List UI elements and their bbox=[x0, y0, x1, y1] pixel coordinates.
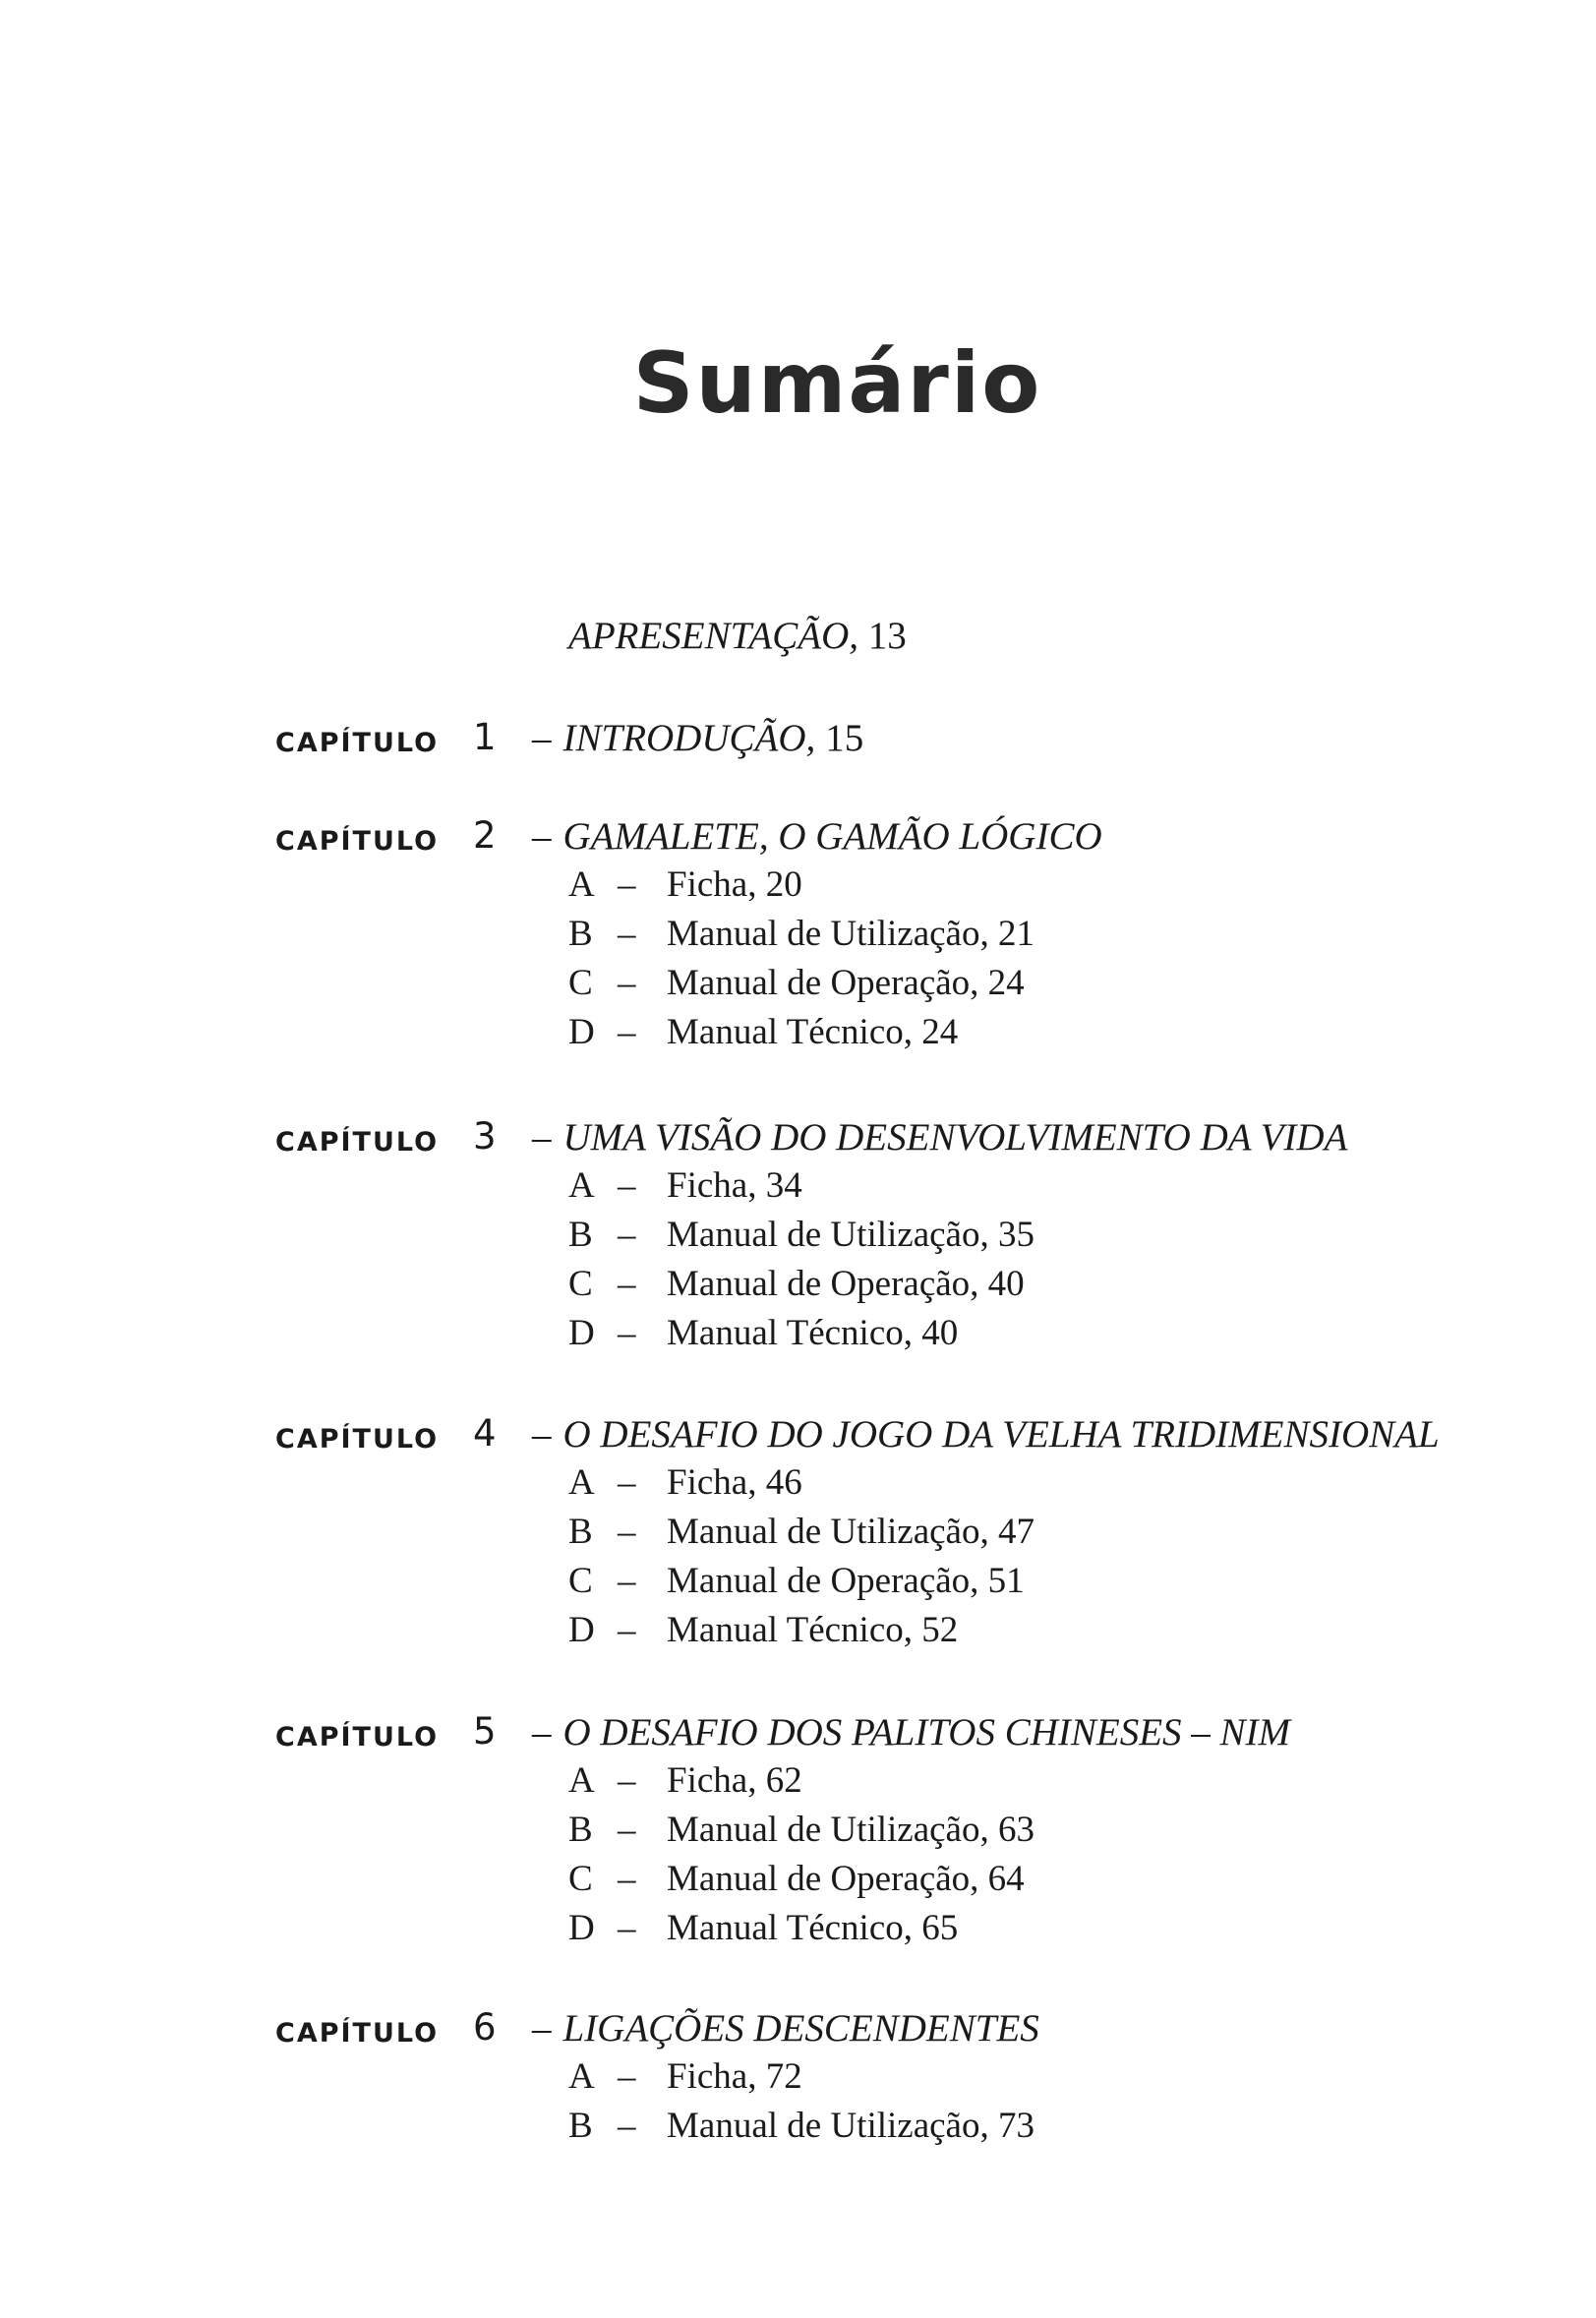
chapter-dash: – bbox=[532, 1116, 552, 1159]
subitem-dash: – bbox=[618, 1012, 636, 1052]
toc-subitem[interactable] bbox=[0, 1461, 1596, 1511]
subitem-dash: – bbox=[618, 1908, 636, 1948]
subitem-letter: B bbox=[568, 1215, 593, 1255]
toc-subitem[interactable] bbox=[0, 1164, 1596, 1214]
chapter-word: CAPÍTULO bbox=[275, 2018, 440, 2049]
presentation-label: APRESENTAÇÃO, bbox=[568, 615, 858, 657]
chapter-dash: – bbox=[532, 1413, 552, 1456]
chapter-number: 5 bbox=[473, 1710, 497, 1753]
subitem-text: Manual de Utilização, 21 bbox=[667, 914, 1034, 954]
subitem-letter: C bbox=[568, 1264, 593, 1304]
toc-subitem[interactable] bbox=[0, 1560, 1596, 1609]
subitem-text: Ficha, 62 bbox=[667, 1760, 802, 1801]
subitem-letter: B bbox=[568, 1512, 593, 1552]
subitem-letter: D bbox=[568, 1313, 595, 1353]
chapter-title bbox=[532, 814, 1102, 859]
chapter-title-text: O DESAFIO DO JOGO DA VELHA TRIDIMENSIONAL bbox=[562, 1413, 1440, 1456]
toc-presentation[interactable] bbox=[568, 614, 907, 658]
subitem-dash: – bbox=[618, 2056, 636, 2097]
chapter-number: 2 bbox=[473, 814, 497, 857]
chapter-number: 1 bbox=[473, 716, 497, 758]
subitem-text: Manual de Operação, 64 bbox=[667, 1859, 1025, 1899]
toc-subitem[interactable] bbox=[0, 1907, 1596, 1956]
subitem-text: Manual Técnico, 24 bbox=[667, 1012, 959, 1052]
chapter-dash: – bbox=[532, 717, 552, 759]
subitem-text: Manual de Operação, 40 bbox=[667, 1264, 1025, 1304]
subitem-text: Manual de Utilização, 35 bbox=[667, 1215, 1034, 1255]
toc-subitem[interactable] bbox=[0, 1858, 1596, 1907]
subitem-text: Manual de Utilização, 47 bbox=[667, 1512, 1034, 1552]
subitem-letter: A bbox=[568, 864, 595, 905]
subitem-text: Ficha, 72 bbox=[667, 2056, 802, 2097]
subitem-letter: A bbox=[568, 2056, 595, 2097]
chapter-heading[interactable] bbox=[0, 1710, 1596, 1759]
subitem-text: Manual de Utilização, 63 bbox=[667, 1810, 1034, 1850]
chapter-heading[interactable] bbox=[0, 814, 1596, 863]
chapter-heading[interactable] bbox=[0, 1412, 1596, 1461]
presentation-page: 13 bbox=[867, 615, 907, 657]
chapter-dash: – bbox=[532, 815, 552, 858]
chapter-title bbox=[532, 716, 863, 760]
chapter-word: CAPÍTULO bbox=[275, 1424, 440, 1455]
subitem-dash: – bbox=[618, 1264, 636, 1304]
subitem-letter: A bbox=[568, 1462, 595, 1503]
toc-subitem[interactable] bbox=[0, 1809, 1596, 1858]
subitem-dash: – bbox=[618, 1810, 636, 1850]
subitem-letter: C bbox=[568, 963, 593, 1003]
toc-subitem[interactable] bbox=[0, 2055, 1596, 2105]
toc-subitem[interactable] bbox=[0, 1609, 1596, 1658]
subitem-dash: – bbox=[618, 1859, 636, 1899]
chapter-number: 4 bbox=[473, 1412, 497, 1455]
toc-subitem[interactable] bbox=[0, 1759, 1596, 1809]
subitem-text: Manual de Operação, 24 bbox=[667, 963, 1025, 1003]
chapter-word: CAPÍTULO bbox=[275, 728, 440, 758]
chapter-heading[interactable] bbox=[0, 1115, 1596, 1164]
subitem-letter: C bbox=[568, 1859, 593, 1899]
subitem-dash: – bbox=[618, 1610, 636, 1650]
chapter-heading[interactable] bbox=[0, 716, 1596, 765]
chapter-word: CAPÍTULO bbox=[275, 1722, 440, 1753]
subitem-text: Manual Técnico, 40 bbox=[667, 1313, 959, 1353]
subitem-dash: – bbox=[618, 963, 636, 1003]
chapter-heading[interactable] bbox=[0, 2006, 1596, 2055]
chapter-title bbox=[532, 1115, 1347, 1159]
subitem-letter: B bbox=[568, 914, 593, 954]
subitem-text: Ficha, 20 bbox=[667, 864, 802, 905]
chapter-title-text: UMA VISÃO DO DESENVOLVIMENTO DA VIDA bbox=[562, 1116, 1348, 1159]
chapter-dash: – bbox=[532, 2007, 552, 2050]
subitem-text: Manual de Operação, 51 bbox=[667, 1561, 1025, 1601]
chapter-title-text: INTRODUÇÃO, bbox=[562, 717, 816, 759]
subitem-letter: D bbox=[568, 1610, 595, 1650]
subitem-text: Manual Técnico, 65 bbox=[667, 1908, 959, 1948]
subitem-dash: – bbox=[618, 1462, 636, 1503]
subitem-letter: D bbox=[568, 1012, 595, 1052]
chapter-word: CAPÍTULO bbox=[275, 826, 440, 857]
toc-subitem[interactable] bbox=[0, 863, 1596, 913]
subitem-text: Manual Técnico, 52 bbox=[667, 1610, 959, 1650]
subitem-dash: – bbox=[618, 2106, 636, 2146]
subitem-dash: – bbox=[618, 864, 636, 905]
chapter-title-text: O DESAFIO DOS PALITOS CHINESES – NIM bbox=[562, 1711, 1291, 1753]
subitem-text: Ficha, 46 bbox=[667, 1462, 802, 1503]
chapter-number: 6 bbox=[473, 2006, 497, 2049]
toc-chapter-2 bbox=[0, 814, 1596, 1060]
subitem-dash: – bbox=[618, 1760, 636, 1801]
subitem-dash: – bbox=[618, 1313, 636, 1353]
page-title: Sumário bbox=[632, 334, 1042, 433]
chapter-title bbox=[532, 1412, 1440, 1456]
chapter-title-text: LIGAÇÕES DESCENDENTES bbox=[562, 2007, 1039, 2050]
subitem-letter: A bbox=[568, 1760, 595, 1801]
toc-subitem[interactable] bbox=[0, 2105, 1596, 2154]
subitem-text: Manual de Utilização, 73 bbox=[667, 2106, 1034, 2146]
toc-subitem[interactable] bbox=[0, 1263, 1596, 1312]
subitem-letter: B bbox=[568, 2106, 593, 2146]
toc-chapter-4 bbox=[0, 1412, 1596, 1658]
subitem-text: Ficha, 34 bbox=[667, 1165, 802, 1206]
toc-subitem[interactable] bbox=[0, 1312, 1596, 1361]
toc-subitem[interactable] bbox=[0, 1511, 1596, 1560]
toc-chapter-5 bbox=[0, 1710, 1596, 1956]
subitem-dash: – bbox=[618, 1561, 636, 1601]
chapter-number: 3 bbox=[473, 1115, 497, 1158]
subitem-dash: – bbox=[618, 1512, 636, 1552]
toc-chapter-6 bbox=[0, 2006, 1596, 2154]
subitem-dash: – bbox=[618, 914, 636, 954]
toc-chapter-3 bbox=[0, 1115, 1596, 1361]
chapter-title bbox=[532, 2006, 1039, 2051]
subitem-dash: – bbox=[618, 1215, 636, 1255]
subitem-letter: D bbox=[568, 1908, 595, 1948]
chapter-title-text: GAMALETE, O GAMÃO LÓGICO bbox=[562, 815, 1102, 858]
subitem-letter: A bbox=[568, 1165, 595, 1206]
subitem-letter: B bbox=[568, 1810, 593, 1850]
chapter-word: CAPÍTULO bbox=[275, 1127, 440, 1158]
subitem-dash: – bbox=[618, 1165, 636, 1206]
toc-subitem[interactable] bbox=[0, 962, 1596, 1011]
toc-subitem[interactable] bbox=[0, 1011, 1596, 1060]
toc-subitem[interactable] bbox=[0, 1214, 1596, 1263]
toc-subitem[interactable] bbox=[0, 913, 1596, 962]
subitem-letter: C bbox=[568, 1561, 593, 1601]
chapter-title bbox=[532, 1710, 1290, 1754]
chapter-page: 15 bbox=[825, 717, 864, 759]
chapter-dash: – bbox=[532, 1711, 552, 1753]
toc-chapter-1 bbox=[0, 716, 1596, 765]
